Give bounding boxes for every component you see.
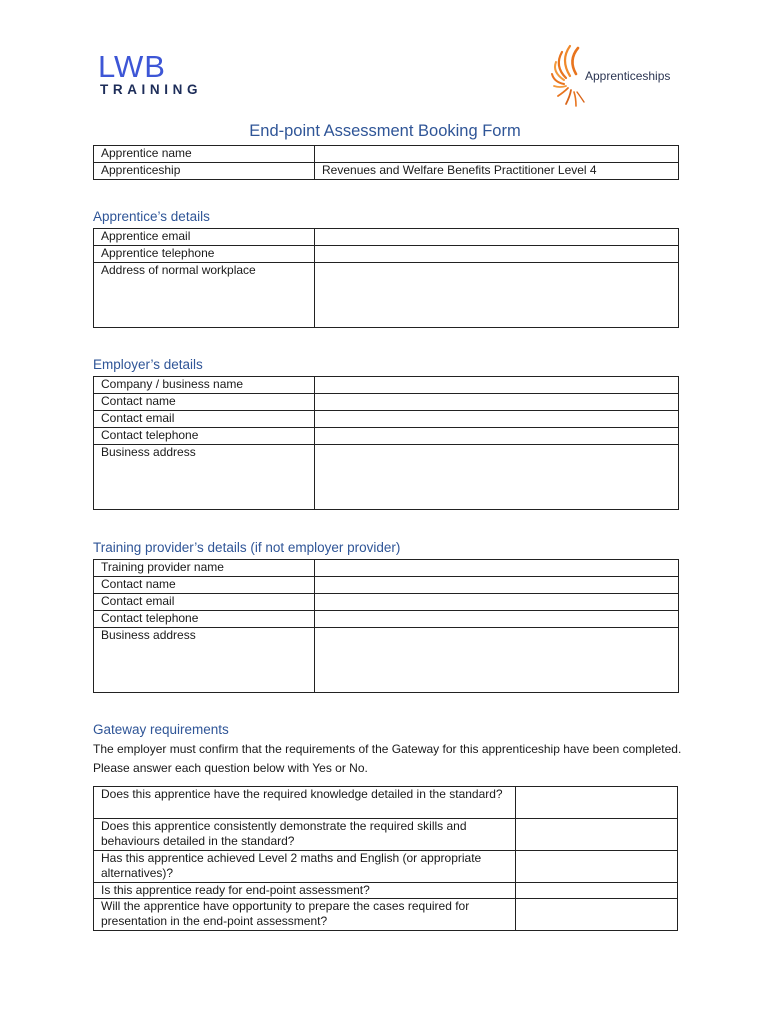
table-row [94,163,679,180]
company-name-field[interactable] [315,377,679,394]
employer-business-address-field[interactable] [315,445,679,510]
label-cell: Apprenticeship [94,163,315,180]
workplace-address-field[interactable] [315,263,679,328]
table-row [94,628,679,693]
page-title: End-point Assessment Booking Form [249,122,521,140]
employer-details-heading: Employer’s details [93,357,203,372]
apprentice-details-table [93,228,679,328]
gateway-answer-field[interactable] [516,883,678,899]
provider-contact-email-field[interactable] [315,594,679,611]
label-cell: Contact telephone [94,611,315,628]
label-cell: Contact name [94,577,315,594]
apprentice-name-field[interactable] [315,146,679,163]
employer-contact-email-field[interactable] [315,411,679,428]
gateway-question: Has this apprentice achieved Level 2 maths and English (or appropriate alternatives)? [94,851,516,883]
table-row [94,445,679,510]
gateway-question: Is this apprentice ready for end-point assessment? [94,883,516,899]
table-row [94,819,678,851]
label-cell: Contact email [94,411,315,428]
gateway-answer-field[interactable] [516,851,678,883]
apprenticeship-field[interactable]: Revenues and Welfare Benefits Practitioner Level 4 [315,163,679,180]
apprenticeships-logo [548,40,688,110]
table-row [94,377,679,394]
apprentice-details-heading: Apprentice’s details [93,209,210,224]
provider-name-field[interactable] [315,560,679,577]
label-cell: Company / business name [94,377,315,394]
gateway-questions-table [93,786,678,931]
table-row [94,594,679,611]
gateway-question: Does this apprentice have the required knowledge detailed in the standard? [94,787,516,819]
employer-contact-telephone-field[interactable] [315,428,679,445]
label-cell: Apprentice name [94,146,315,163]
label-cell: Training provider name [94,560,315,577]
gateway-answer-field[interactable] [516,899,678,931]
apprenticeships-logo-text: Apprenticeships [585,69,671,83]
gateway-question: Will the apprentice have opportunity to prepare the cases required for presentation in the end-point assessment? [94,899,516,931]
gateway-answer-field[interactable] [516,819,678,851]
lwb-logo-subtitle: TRAINING [100,82,203,97]
table-row [94,787,678,819]
table-row [94,883,678,899]
employer-contact-name-field[interactable] [315,394,679,411]
gateway-question: Does this apprentice consistently demonstrate the required skills and behaviours detailed in the standard? [94,819,516,851]
label-cell: Business address [94,628,315,693]
label-cell: Contact email [94,594,315,611]
table-row [94,263,679,328]
table-row [94,611,679,628]
table-row [94,411,679,428]
table-row [94,146,679,163]
provider-business-address-field[interactable] [315,628,679,693]
employer-details-table [93,376,679,510]
label-cell: Contact telephone [94,428,315,445]
apprentice-summary-table [93,145,679,180]
label-cell: Contact name [94,394,315,411]
provider-contact-name-field[interactable] [315,577,679,594]
provider-details-table [93,559,679,693]
label-cell: Address of normal workplace [94,263,315,328]
apprentice-telephone-field[interactable] [315,246,679,263]
table-row [94,428,679,445]
lwb-logo-mark [98,52,210,82]
table-row [94,229,679,246]
provider-details-heading: Training provider’s details (if not employer provider) [93,540,401,555]
table-row [94,394,679,411]
table-row [94,246,679,263]
lwb-training-logo [98,52,220,100]
provider-contact-telephone-field[interactable] [315,611,679,628]
gateway-intro-text: The employer must confirm that the requirements of the Gateway for this apprenticeship have been completed. Please answer each question below with Yes or No. [93,742,682,775]
gateway-answer-field[interactable] [516,787,678,819]
table-row [94,851,678,883]
label-cell: Business address [94,445,315,510]
gateway-heading: Gateway requirements [93,722,229,737]
table-row [94,560,679,577]
label-cell: Apprentice telephone [94,246,315,263]
apprentice-email-field[interactable] [315,229,679,246]
table-row [94,899,678,931]
table-row [94,577,679,594]
lwb-logo-text: LWB [98,52,166,82]
label-cell: Apprentice email [94,229,315,246]
